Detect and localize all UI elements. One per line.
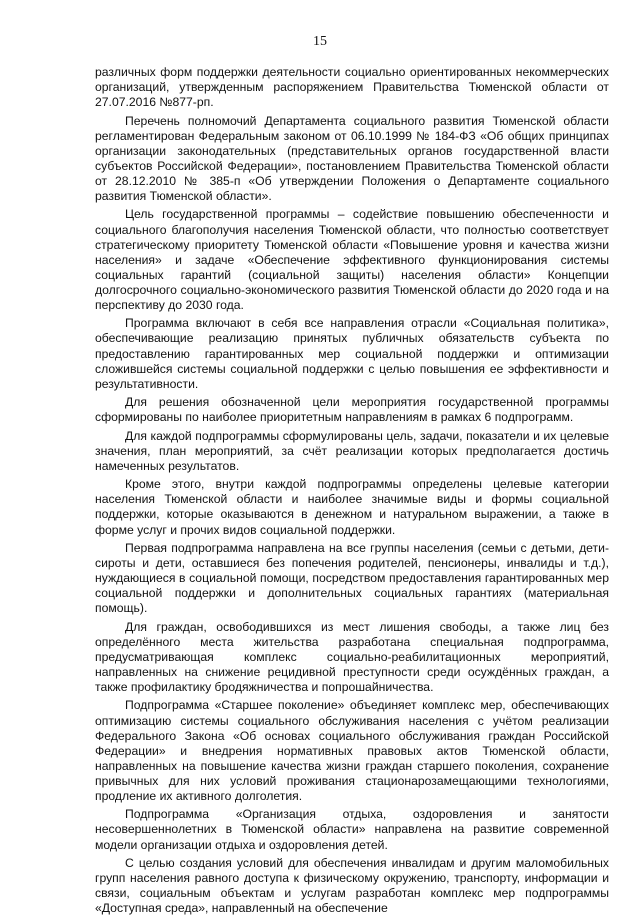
paragraph-subprograms-count: Для решения обозначенной цели мероприятия государственной программы сформированы по наиболее приоритетным направлениям в рамках 6 подпрограмм. xyxy=(95,395,609,425)
paragraph-program-scope: Программа включают в себя все направления отрасли «Социальная политика», обеспечивающие реализацию принятых публичных обязательств субъекта по предоставлению гарантированных мер социальной поддержки и оптимизации сложившейся системы социальной поддержки с целью повышения ее эффективности и результативности. xyxy=(95,316,609,391)
paragraph-older-generation: Подпрограмма «Старшее поколение» объединяет комплекс мер, обеспечивающих оптимизацию системы социального обслуживания населения с учётом реализации Федерального Закона «Об основах социального обслуживания граждан Российской Федерации» и внедрения нормативных правовых актов Тюменской области, направленных на повышение качества жизни граждан старшего поколения, сохранение привычных для них условий проживания стационарозамещающими технологиями, продление их активного долголетия. xyxy=(95,698,609,803)
paragraph-first-subprogram: Первая подпрограмма направлена на все группы населения (семьи с детьми, дети-сироты и дети, оставшиеся без попечения родителей, пенсионеры, инвалиды и т.д.), нуждающиеся в социальной помощи, посредством предоставления гарантированных мер социальной поддержки и дополнительных социальных гарантиях (материальная помощь). xyxy=(95,540,609,616)
paragraph-children-recreation: Подпрограмма «Организация отдыха, оздоровления и занятости несовершеннолетних в Тюменской области» направлена на развитие современной модели организации отдыха и оздоровления детей. xyxy=(95,807,609,852)
paragraph-subprogram-goals: Для каждой подпрограммы сформулированы цель, задачи, показатели и их целевые значения, план мероприятий, за счёт реализации которых предполагается достичь намеченных результатов. xyxy=(95,428,609,473)
page-number: 15 xyxy=(313,34,327,49)
paragraph-continuation: различных форм поддержки деятельности социально ориентированных некоммерческих организаций, утвержденным распоряжением Правительства Тюменской области от 27.07.2016 №877-рп. xyxy=(95,65,609,110)
paragraph-target-categories: Кроме этого, внутри каждой подпрограммы определены целевые категории населения Тюменской области и наиболее значимые виды и формы социальной поддержки, которые оказываются в денежном и натуральном выражении, а также в форме услуг и прочих видов социальной поддержки. xyxy=(95,477,609,537)
document-body xyxy=(95,65,609,920)
paragraph-released-citizens: Для граждан, освободившихся из мест лишения свободы, а также лиц без определённого места жительства разработана специальная подпрограмма, предусматривающая комплекс социально-реабилитационных мероприятий, направленных на снижение рецидивной преступности среди осуждённых граждан, а также профилактику бродяжничества и попрошайничества. xyxy=(95,619,609,695)
paragraph-department-powers: Перечень полномочий Департамента социального развития Тюменской области регламентирован Федеральным законом от 06.10.1999 № 184-ФЗ «Об общих принципах организации законодательных (представительных органов государственной власти субъектов Российской Федерации», постановлением Правительства Тюменской области от 28.12.2010 № 385-п «Об утверждении Положения о Департаменте социального развития Тюменской области». xyxy=(95,113,609,204)
paragraph-program-goal: Цель государственной программы – содействие повышению обеспеченности и социального благополучия населения Тюменской области, что полностью соответствует стратегическому приоритету Тюменской области «Повышение уровня и качества жизни населения» и задаче «Обеспечение эффективного функционирования системы социальных гарантий (социальной защиты) населения области» Концепции долгосрочного социально-экономического развития Тюменской области до 2020 года и на перспективу до 2030 года. xyxy=(95,207,609,312)
paragraph-accessible-environment: С целью создания условий для обеспечения инвалидам и другим маломобильных групп населения равного доступа к физическому окружению, транспорту, информации и связи, социальным объектам и услугам разработан комплекс мер подпрограммы «Доступная среда», направленный на обеспечение xyxy=(95,855,609,916)
